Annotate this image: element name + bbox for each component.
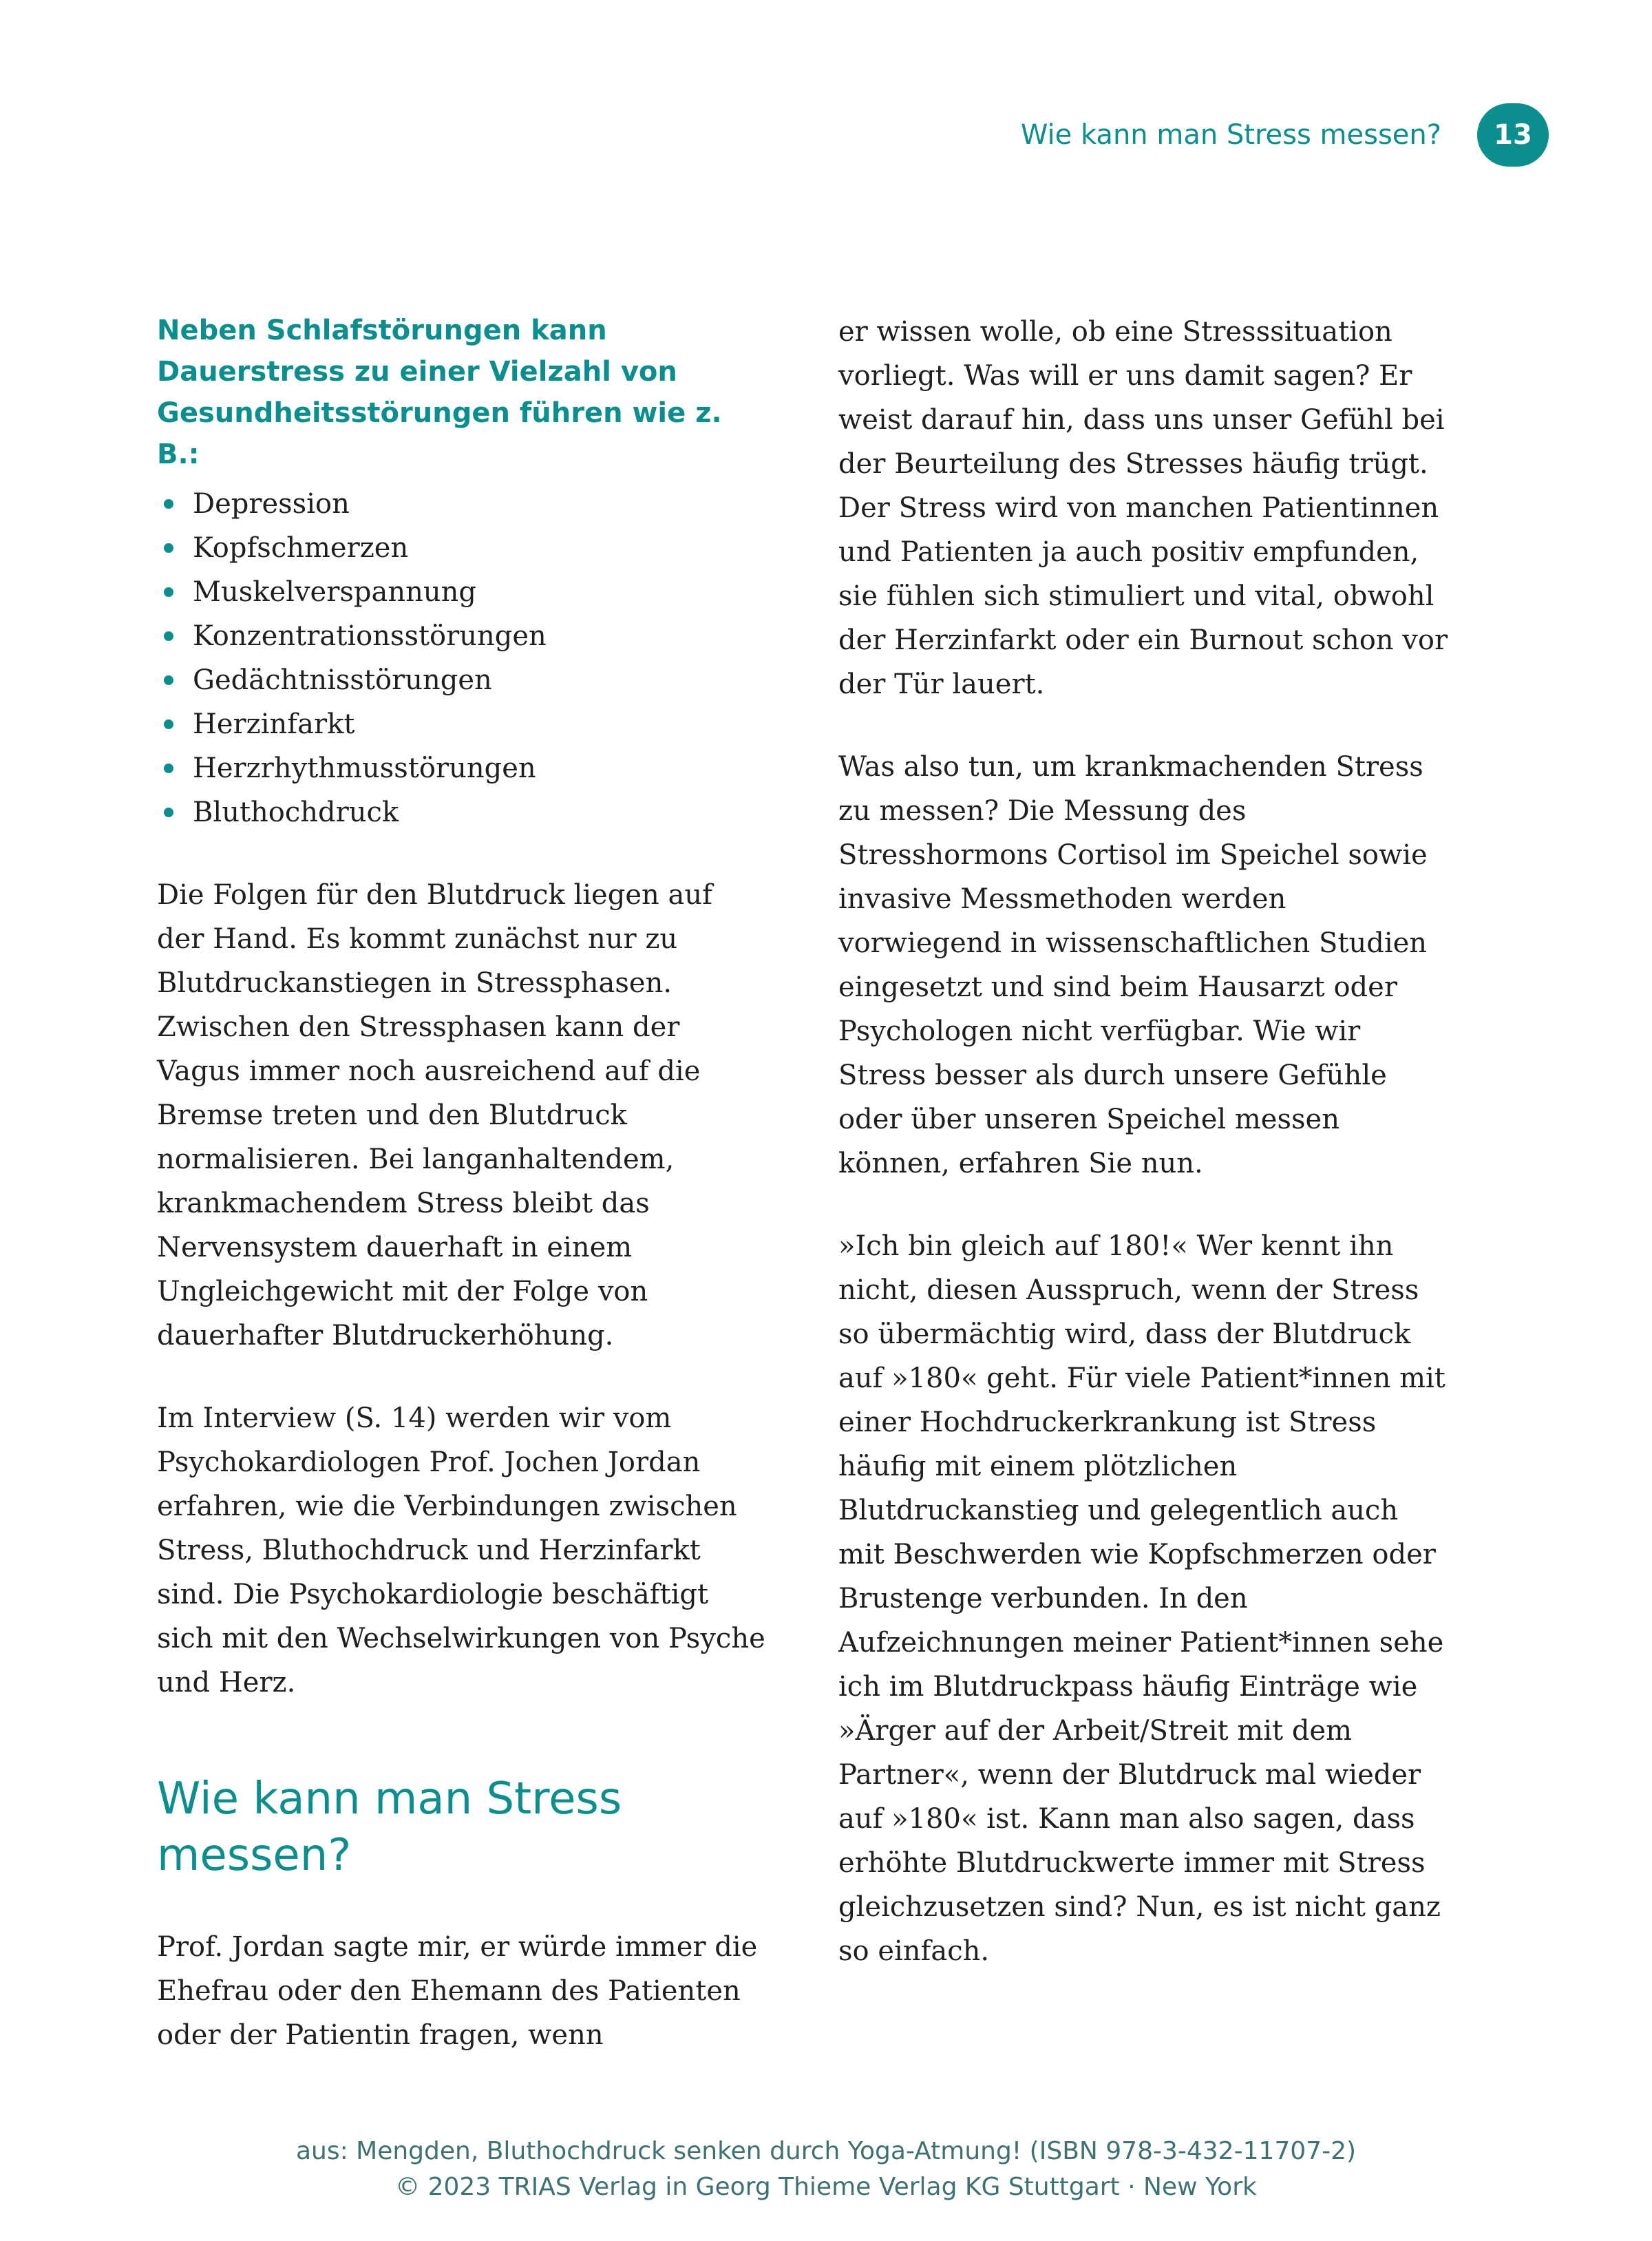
paragraph: Die Folgen für den Blutdruck liegen auf der Hand. Es kommt zunächst nur zu Blutdruckanstiegen in Stressphasen. Zwischen den Stressphasen kann der Vagus immer noch ausreichend auf die Bremse treten und den Blutdruck normalisieren. Bei langanhaltendem, krankmachendem Stress bleibt das Nervensystem dauerhaft in einem Ungleichgewicht mit der Folge von dauerhafter Blutdruckerhöhung. (157, 879, 712, 1351)
list-item: Bluthochdruck (157, 790, 767, 834)
paragraph: er wissen wolle, ob eine Stresssituation vorliegt. Was will er uns damit sagen? Er weist darauf hin, dass uns unser Gefühl bei der Beurteilung des Stresses häufig trügt. Der Stress wird von manchen Patientinnen und Patienten ja auch positiv empfunden, sie fühlen sich stimuliert und vital, obwohl der Herzinfarkt oder ein Burnout schon vor der Tür lauert. (838, 316, 1448, 700)
list-item: Herzinfarkt (157, 702, 767, 746)
page-number-badge: 13 (1477, 103, 1549, 167)
page-content (157, 310, 1448, 2057)
paragraph: Was also tun, um krankmachenden Stress zu messen? Die Messung des Stresshormons Cortisol im Speichel sowie invasive Messmethoden werden vorwiegend in wissenschaftlichen Studien eingesetzt und sind beim Hausarzt oder Psychologen nicht verfügbar. Wie wir Stress besser als durch unsere Gefühle oder über unseren Speichel messen können, erfahren Sie nun. (838, 751, 1428, 1179)
left-column (157, 310, 767, 2057)
symptom-list (157, 482, 767, 834)
section-heading: Wie kann man Stress messen? (157, 1774, 622, 1881)
footer-line-1: aus: Mengden, Bluthochdruck senken durch Yoga-Atmung! (ISBN 978-3-432-11707-2) (295, 2137, 1357, 2165)
paragraph: Im Interview (S. 14) werden wir vom Psychokardiologen Prof. Jochen Jordan erfahren, wie die Verbindungen zwischen Stress, Bluthochdruck und Herzinfarkt sind. Die Psychokardiologie beschäftigt sich mit den Wechselwirkungen von Psyche und Herz. (157, 1402, 765, 1698)
page-footer (0, 2134, 1652, 2205)
right-column (838, 310, 1448, 2057)
list-item: Muskelverspannung (157, 570, 767, 614)
list-item: Konzentrationsstörungen (157, 614, 767, 658)
list-item: Herzrhythmusstörungen (157, 746, 767, 790)
footer-line-2: © 2023 TRIAS Verlag in Georg Thieme Verlag KG Stuttgart · New York (395, 2173, 1257, 2201)
list-item: Gedächtnisstörungen (157, 658, 767, 702)
paragraph: Prof. Jordan sagte mir, er würde immer die Ehefrau oder den Ehemann des Patienten oder der Patientin fragen, wenn (157, 1931, 758, 2051)
page-header (0, 103, 1549, 167)
paragraph: »Ich bin gleich auf 180!« Wer kennt ihn nicht, diesen Ausspruch, wenn der Stress so übermächtig wird, dass der Blutdruck auf »180« geht. Für viele Patient*innen mit einer Hochdruckerkrankung ist Stress häufig mit einem plötzlichen Blutdruckanstieg und gelegentlich auch mit Beschwerden wie Kopfschmerzen oder Brustenge verbunden. In den Aufzeichnungen meiner Patient*innen sehe ich im Blutdruckpass häufig Einträge wie »Ärger auf der Arbeit/Streit mit dem Partner«, wenn der Blutdruck mal wieder auf »180« ist. Kann man also sagen, dass erhöhte Blutdruckwerte immer mit Stress gleichzusetzen sind? Nun, es ist nicht ganz so einfach. (838, 1230, 1446, 1967)
intro-heading: Neben Schlafstörungen kann Dauerstress zu einer Vielzahl von Gesundheitsstörungen führen wie z. B.: (157, 315, 722, 470)
list-item: Kopfschmerzen (157, 526, 767, 570)
list-item: Depression (157, 482, 767, 526)
running-header-title: Wie kann man Stress messen? (1020, 119, 1441, 151)
